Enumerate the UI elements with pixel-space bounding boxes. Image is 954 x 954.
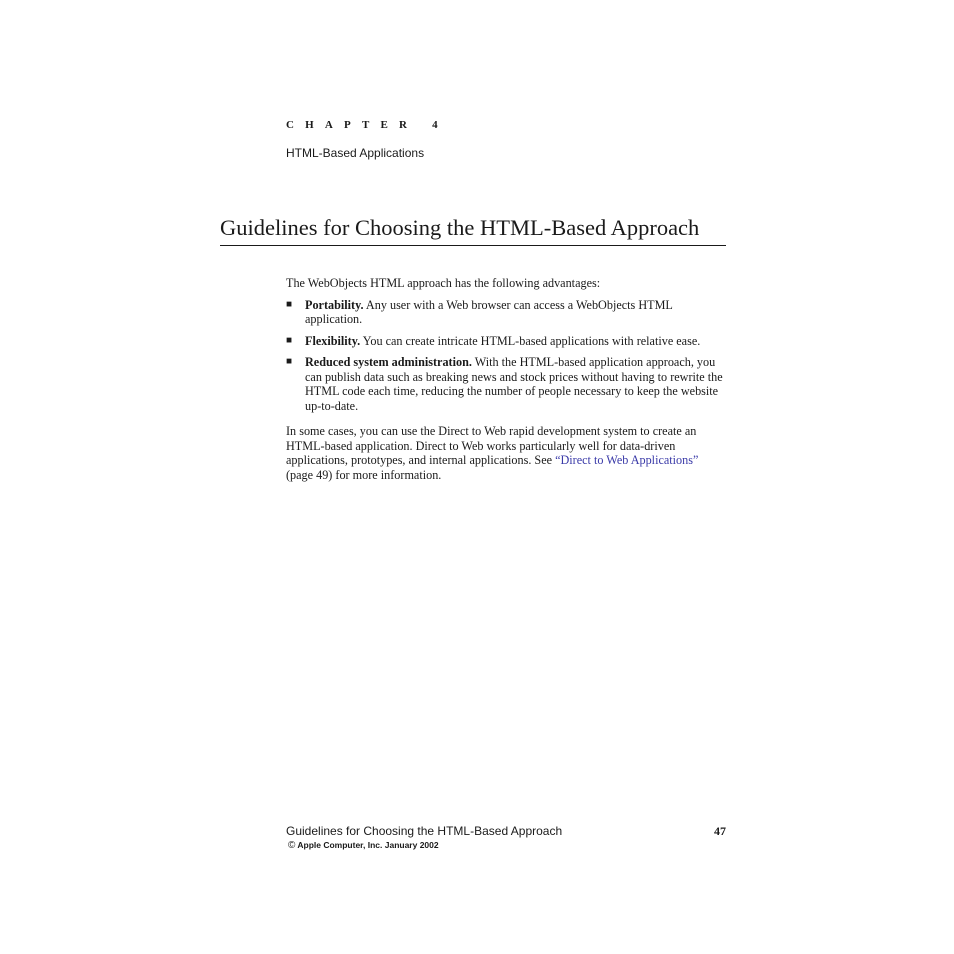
closing-text: In some cases, you can use the Direct to Web rapid development system to create an HTML-based application. Direct to Web works particularly well for data-driven applications, prototypes, and internal applications. See	[286, 424, 697, 467]
list-item	[286, 334, 728, 349]
square-bullet-icon: ■	[286, 298, 293, 310]
copyright-icon: ©	[288, 840, 296, 851]
closing-paragraph	[286, 424, 728, 482]
section-title: Guidelines for Choosing the HTML-Based Approach	[220, 214, 726, 246]
footer-title: Guidelines for Choosing the HTML-Based Approach	[286, 824, 563, 838]
copyright-text: Apple Computer, Inc. January 2002	[297, 840, 439, 850]
chapter-label: CHAPTER 4	[286, 119, 449, 131]
bullet-term: Portability.	[305, 297, 364, 312]
copyright-notice	[288, 840, 439, 851]
bullet-term: Flexibility.	[305, 333, 361, 348]
page-number: 47	[714, 824, 726, 838]
closing-text-end: (page 49) for more information.	[286, 467, 442, 482]
section-body	[286, 276, 728, 482]
square-bullet-icon: ■	[286, 334, 293, 346]
bullet-text: Any user with a Web browser can access a WebObjects HTML application.	[305, 297, 673, 326]
bullet-text: With the HTML-based application approach, you can publish data such as breaking news and stock prices without having to rewrite the HTML code each time, reducing the number of people necessary to keep the website up-to-date.	[305, 355, 723, 413]
bullet-text: You can create intricate HTML-based applications with relative ease.	[360, 333, 701, 348]
advantages-list	[286, 298, 728, 414]
direct-to-web-link[interactable]: “Direct to Web Applications”	[555, 453, 699, 467]
bullet-term: Reduced system administration.	[305, 355, 472, 369]
list-item	[286, 298, 728, 327]
list-item	[286, 355, 728, 413]
square-bullet-icon: ■	[286, 356, 293, 367]
intro-paragraph: The WebObjects HTML approach has the following advantages:	[286, 276, 601, 290]
chapter-title: HTML-Based Applications	[286, 146, 425, 160]
